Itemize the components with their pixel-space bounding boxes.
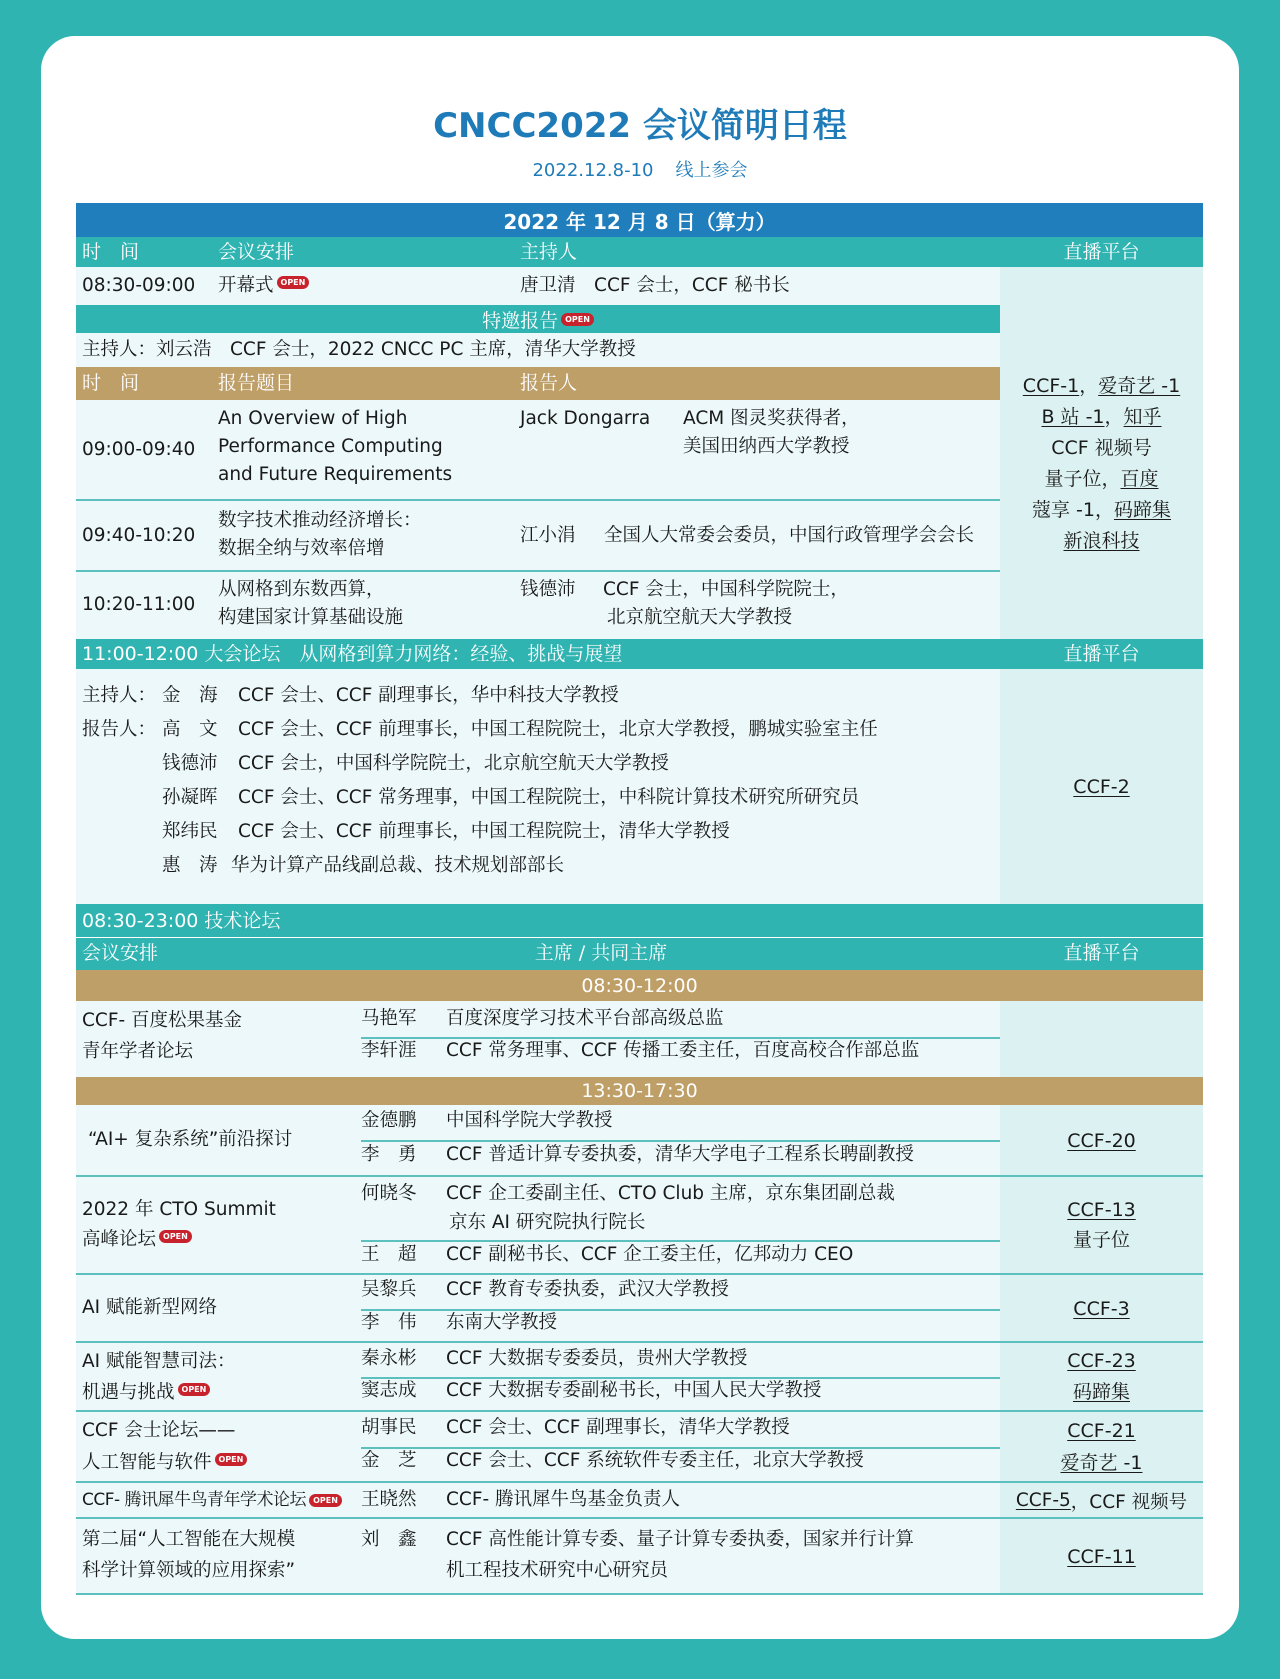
speaker-name: 高 文 — [162, 719, 218, 740]
forum-name — [82, 1346, 236, 1408]
forum-platform-cell — [1000, 1177, 1203, 1274]
speaker-title: CCF 会士、CCF 前理事长，中国工程院院士，清华大学教授 — [238, 821, 730, 842]
platform-line — [1000, 433, 1203, 464]
open-badge: OPEN — [309, 1494, 342, 1507]
speaker-title: CCF 会士、CCF 常务理事，中国工程院院士，中科院计算技术研究所研究员 — [238, 787, 860, 808]
col-agenda: 会议安排 — [218, 241, 295, 263]
talk-row — [76, 572, 1000, 639]
open-badge: OPEN — [178, 1383, 211, 1396]
plenary-platform-cell — [1000, 669, 1203, 904]
chair-name: 吴黎兵 — [361, 1279, 417, 1300]
forum-name-line — [82, 1377, 236, 1408]
chair-title: CCF 大数据专委委员，贵州大学教授 — [446, 1348, 748, 1369]
platform-liangziwei: 量子位， — [1044, 468, 1121, 490]
chair-title — [446, 1524, 914, 1586]
chair-name: 金 芝 — [361, 1450, 417, 1471]
talk-topic-line: Performance Computing — [218, 436, 443, 457]
forum-name-line: 2022 年 CTO Summit — [82, 1199, 276, 1220]
plenary-host-label: 主持人： — [82, 685, 157, 706]
forum-name — [82, 1195, 276, 1255]
platform-line — [1000, 464, 1203, 495]
plenary-body — [76, 669, 1000, 904]
forum-name — [82, 1524, 295, 1586]
platform-link-iqiyi[interactable]: 爱奇艺 -1 — [1060, 1452, 1143, 1474]
speaker-title: CCF 会士，中国科学院院士，北京航空航天大学教授 — [238, 753, 669, 774]
plenary-host-title: CCF 会士、CCF 副理事长，华中科技大学教授 — [238, 685, 619, 706]
col-topic: 报告题目 — [218, 372, 295, 394]
forum-name-text: 人工智能与软件 — [82, 1452, 212, 1473]
forum-platform-cell — [1000, 1412, 1203, 1482]
forum-platform-cell — [1000, 1001, 1203, 1077]
date-range: 2022.12.8-10 — [532, 160, 654, 181]
chair-title: CCF 会士、CCF 系统软件专委主任，北京大学教授 — [446, 1450, 864, 1471]
forum-name — [82, 1005, 242, 1067]
forum-name: “AI+ 复杂系统”前沿探讨 — [88, 1129, 293, 1151]
chair-title-line: CCF 企工委副主任、CTO Club 主席，京东集团副总裁 — [446, 1183, 895, 1204]
forum-name-line — [82, 1225, 276, 1255]
platform-liangziwei: 量子位 — [1072, 1229, 1130, 1251]
chair-name: 金德鹏 — [361, 1110, 417, 1131]
talk-topic-line: An Overview of High — [218, 408, 408, 429]
opening-label: 开幕式 — [218, 275, 274, 296]
separator: ， — [1104, 406, 1124, 428]
open-badge: OPEN — [277, 276, 310, 289]
keynote-title: 特邀报告 — [482, 309, 559, 332]
chair-name: 李轩涯 — [361, 1040, 417, 1061]
chair-title: CCF 教育专委执委，武汉大学教授 — [446, 1279, 729, 1300]
platform-link-baidu[interactable]: 百度 — [1120, 468, 1159, 490]
forum-row — [76, 1343, 1000, 1411]
chair-name: 李 勇 — [361, 1144, 417, 1165]
forum-name-line: CCF- 百度松果基金 — [82, 1010, 243, 1031]
chair-title: CCF 普适计算专委执委，清华大学电子工程系长聘副教授 — [446, 1144, 914, 1165]
forum-platform-cell — [1000, 1483, 1203, 1518]
day-header — [76, 203, 1203, 237]
tech-forum-header — [76, 904, 1203, 937]
col-platform: 直播平台 — [1063, 643, 1140, 665]
speaker-title-line: 美国田纳西大学教授 — [683, 436, 850, 457]
talk-topic-line: 构建国家计算基础设施 — [218, 607, 404, 628]
open-badge: OPEN — [215, 1453, 248, 1466]
tech-forum-title: 08:30-23:00 技术论坛 — [82, 910, 281, 932]
keynote-platforms — [1000, 371, 1203, 557]
forum-name — [82, 1483, 342, 1518]
platform-link-ccf-13[interactable]: CCF-13 — [1067, 1199, 1136, 1221]
platform-link-ccf-2[interactable]: CCF-2 — [1073, 775, 1130, 798]
forum-platform-cell — [1000, 1343, 1203, 1411]
morning-slot-header — [76, 970, 1203, 1001]
chair-name: 马艳军 — [361, 1008, 417, 1029]
platform-line — [1000, 495, 1203, 526]
platform-line — [1000, 371, 1203, 402]
opening-host — [520, 273, 790, 300]
platform-link-ccf-3[interactable]: CCF-3 — [1073, 1297, 1130, 1320]
speaker-title: CCF 会士、CCF 前理事长，中国工程院院士，北京大学教授，鹏城实验室主任 — [238, 719, 878, 740]
chair-name: 刘 鑫 — [361, 1529, 417, 1550]
platform-line — [1000, 526, 1203, 557]
col-speaker: 报告人 — [520, 372, 578, 394]
speaker-name: 钱德沛 — [162, 753, 218, 774]
platform-ccf-video: ，CCF 视频号 — [1070, 1491, 1188, 1513]
forum-name-line: 科学计算领域的应用探索” — [82, 1560, 296, 1581]
col-platform: 直播平台 — [1063, 942, 1140, 964]
keynote-column-header — [76, 367, 1000, 400]
chair-name: 王晓然 — [361, 1489, 417, 1511]
chair-title: CCF 会士、CCF 副理事长，清华大学教授 — [446, 1417, 790, 1438]
talk-topic-line: 数据全纳与效率倍增 — [218, 538, 385, 559]
col-host: 主持人 — [520, 241, 578, 263]
opening-host-title: CCF 会士，CCF 秘书长 — [594, 275, 790, 296]
table-bottom-border — [76, 1593, 1203, 1595]
chair-title: 东南大学教授 — [446, 1312, 558, 1333]
morning-slot: 08:30-12:00 — [581, 974, 698, 997]
platform-link-bilibili[interactable]: B 站 -1 — [1041, 406, 1105, 428]
column-header — [76, 237, 1203, 267]
keynote-header — [76, 305, 1000, 333]
plenary-title: 11:00-12:00 大会论坛 从网格到算力网络：经验、挑战与展望 — [82, 643, 623, 665]
day-title: 2022 年 12 月 8 日（算力） — [503, 209, 776, 234]
talk-topic-line: 数字技术推动经济增长： — [218, 510, 422, 531]
tech-forum-column-header — [76, 938, 1203, 970]
platform-link-ccf-5[interactable]: CCF-5 — [1015, 1490, 1071, 1511]
open-badge: OPEN — [159, 1230, 192, 1243]
talk-speaker-title — [603, 576, 849, 632]
afternoon-slot: 13:30-17:30 — [581, 1080, 698, 1102]
platform-link-zhihu[interactable]: 知乎 — [1123, 406, 1162, 428]
afternoon-slot-header — [76, 1077, 1203, 1105]
page-subtitle — [0, 156, 1280, 182]
forum-name-text: CCF- 腾讯犀牛鸟青年学术论坛 — [82, 1490, 307, 1511]
col-time: 时 间 — [82, 241, 140, 263]
talk-time: 09:00-09:40 — [82, 438, 196, 460]
platform-link-sina-tech[interactable]: 新浪科技 — [1063, 530, 1140, 552]
chair-name: 窦志成 — [361, 1380, 417, 1401]
talk-topic — [218, 507, 422, 563]
forum-name-line: 第二届“人工智能在大规模 — [82, 1529, 296, 1550]
chair-title-line: 京东 AI 研究院执行院长 — [449, 1212, 646, 1233]
plenary-speaker-label: 报告人： — [82, 719, 157, 740]
talk-speaker: 江小涓 — [520, 524, 576, 546]
plenary-host-name: 金 海 — [162, 685, 218, 706]
col-chairs: 主席 / 共同主席 — [534, 942, 668, 964]
forum-name-line — [82, 1447, 247, 1479]
page-title: CNCC2022 会议简明日程 — [433, 106, 847, 146]
platform-ccf-video: CCF 视频号 — [1051, 437, 1152, 459]
talk-speaker-title: 全国人大常委会委员，中国行政管理学会会长 — [604, 524, 975, 546]
chair-title: 百度深度学习技术平台部高级总监 — [446, 1008, 724, 1029]
platform-link-ccf-23[interactable]: CCF-23 — [1067, 1350, 1136, 1372]
forum-platform-cell — [1000, 1105, 1203, 1176]
forum-name-line: 青年学者论坛 — [82, 1041, 194, 1062]
forum-row — [76, 1275, 1000, 1342]
talk-time: 09:40-10:20 — [82, 524, 196, 546]
chair-name: 秦永彬 — [361, 1348, 417, 1369]
forum-name-text: 机遇与挑战 — [82, 1382, 175, 1403]
chair-title: CCF 副秘书长、CCF 企工委主任，亿邦动力 CEO — [446, 1244, 854, 1265]
open-badge: OPEN — [561, 313, 594, 326]
chair-title — [446, 1179, 895, 1237]
platform-line — [1000, 402, 1203, 433]
forum-row — [76, 1483, 1000, 1518]
chair-title: CCF- 腾讯犀牛鸟基金负责人 — [446, 1489, 681, 1511]
forum-name — [82, 1415, 247, 1479]
chair-title-line: CCF 高性能计算专委、量子计算专委执委，国家并行计算 — [446, 1529, 914, 1550]
separator: ， — [1079, 375, 1099, 397]
opening-name — [218, 273, 309, 300]
speaker-title-line: CCF 会士，中国科学院院士， — [603, 579, 849, 600]
opening-row — [76, 267, 1000, 305]
forum-name: AI 赋能新型网络 — [82, 1297, 217, 1319]
talk-speaker: Jack Dongarra — [520, 408, 651, 429]
speaker-name: 惠 涛 — [162, 855, 218, 876]
col-time: 时 间 — [82, 372, 140, 394]
talk-topic — [218, 576, 403, 632]
talk-topic — [218, 405, 452, 489]
platform-link-matiji[interactable]: 码蹄集 — [1072, 1381, 1130, 1403]
platform-link-ccf-20[interactable]: CCF-20 — [1067, 1129, 1136, 1152]
opening-host-name: 唐卫清 — [520, 275, 576, 296]
platform-link-ccf-1[interactable]: CCF-1 — [1022, 375, 1080, 397]
platform-kouxiang: 蔻享 -1， — [1032, 499, 1114, 521]
forum-name-text: 高峰论坛 — [82, 1229, 157, 1250]
chair-name: 胡事民 — [361, 1417, 417, 1438]
speaker-name: 郑纬民 — [162, 821, 218, 842]
attendance-mode: 线上参会 — [675, 160, 748, 181]
forum-row — [76, 1177, 1000, 1274]
platform-link-matiji[interactable]: 码蹄集 — [1113, 499, 1171, 521]
chair-title: CCF 大数据专委副秘书长，中国人民大学教授 — [446, 1380, 822, 1401]
speaker-title: 华为计算产品线副总裁、技术规划部部长 — [231, 855, 565, 876]
talk-time: 10:20-11:00 — [82, 594, 196, 616]
col-platform: 直播平台 — [1063, 241, 1140, 263]
platform-link-ccf-11[interactable]: CCF-11 — [1067, 1545, 1136, 1568]
forum-name-line: AI 赋能智慧司法： — [82, 1351, 236, 1372]
keynote-host-row — [76, 333, 1000, 367]
col-agenda: 会议安排 — [82, 942, 159, 964]
chair-title: 中国科学院大学教授 — [446, 1110, 613, 1131]
speaker-name: 孙凝晖 — [162, 787, 218, 808]
talk-speaker: 钱德沛 — [520, 579, 576, 600]
forum-row — [76, 1001, 1000, 1077]
chair-title-line: 机工程技术研究中心研究员 — [446, 1560, 669, 1581]
opening-time: 08:30-09:00 — [82, 275, 196, 296]
platform-link-ccf-21[interactable]: CCF-21 — [1067, 1420, 1136, 1442]
forum-row — [76, 1412, 1000, 1482]
keynote-host: 主持人：刘云浩 CCF 会士，2022 CNCC PC 主席，清华大学教授 — [82, 339, 636, 360]
chair-name: 李 伟 — [361, 1312, 417, 1333]
forum-row — [76, 1105, 1000, 1176]
plenary-header — [76, 639, 1203, 669]
chair-title: CCF 常务理事、CCF 传播工委主任，百度高校合作部总监 — [446, 1040, 920, 1061]
forum-platform-cell — [1000, 1519, 1203, 1594]
platform-link-iqiyi[interactable]: 爱奇艺 -1 — [1098, 375, 1181, 397]
talk-topic-line: and Future Requirements — [218, 464, 453, 485]
chair-name: 何晓冬 — [361, 1183, 417, 1204]
speaker-title-line: ACM 图灵奖获得者， — [683, 408, 860, 429]
chair-name: 王 超 — [361, 1244, 417, 1265]
talk-speaker-title — [683, 405, 860, 461]
talk-row — [76, 501, 1000, 571]
forum-name-line: CCF 会士论坛—— — [82, 1420, 236, 1441]
speaker-title-line: 北京航空航天大学教授 — [607, 607, 793, 628]
forum-row — [76, 1519, 1000, 1594]
talk-row — [76, 400, 1000, 500]
talk-topic-line: 从网格到东数西算， — [218, 579, 385, 600]
forum-platform-cell — [1000, 1275, 1203, 1342]
